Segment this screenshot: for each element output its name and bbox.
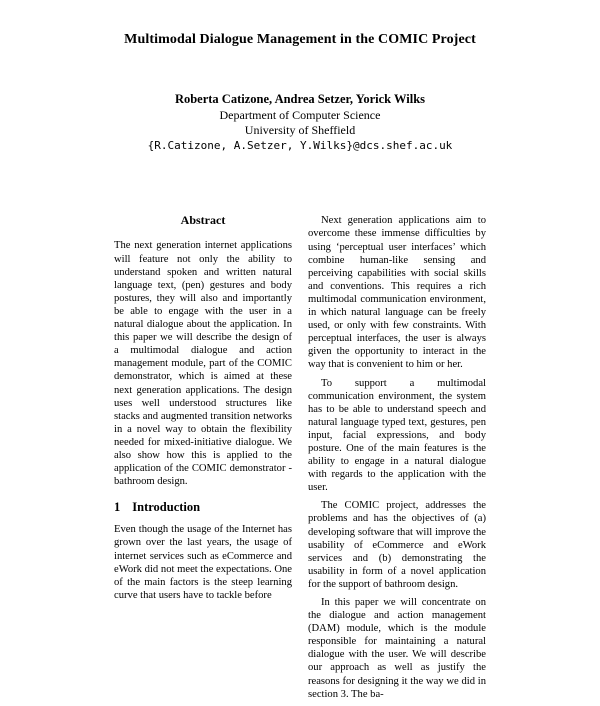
section-1-number: 1 <box>114 500 121 515</box>
right-column <box>308 214 486 705</box>
section-1-label: Introduction <box>132 500 201 515</box>
body-paragraph: To support a multimodal communication environment, the system has to be able to understand speech and natural language typed text, gestures, pen input, facial expressions, and body posture. One of the main features is the ability to engage in a natural dialogue with regards to the application with the user. <box>308 377 486 494</box>
paper-authors: Roberta Catizone, Andrea Setzer, Yorick Wilks <box>174 92 426 106</box>
affiliation-university: University of Sheffield <box>244 122 356 137</box>
paper-title: Multimodal Dialogue Management in the COMIC Project <box>124 32 476 47</box>
affiliation-department: Department of Computer Science <box>219 107 381 122</box>
authors-email: {R.Catizone, A.Setzer, Y.Wilks}@dcs.shef.ac.uk <box>147 138 453 152</box>
left-column <box>114 214 292 705</box>
body-paragraph: Next generation applications aim to overcome these immense difficulties by using ‘perceptual user interfaces’ which combine human-like sensing and perceiving capabilities with social skills and conventions. This requires a rich multimodal communication environment, in which natural language can be freely used, or only with few constraints. With perceptual interfaces, the user is always given the opportunity to interact in the way that is convenient to him or her. <box>308 215 486 371</box>
two-column-body <box>0 214 600 705</box>
author-block <box>0 92 600 152</box>
abstract-heading: Abstract <box>180 213 226 228</box>
intro-paragraph: Even though the usage of the Internet has grown over the last years, the usage of internet services such as eCommerce and eWork did not meet the expectations. One of the main factors is the steep learning curve that users have to tackle before <box>114 524 292 601</box>
section-1-heading <box>114 501 292 514</box>
abstract-text: The next generation internet applications will feature not only the ability to understand spoken and written natural language text, (pen) gestures and body postures, they will also and importantly be able to engage with the user in a natural dialogue about the application. In this paper we will describe the design of a multimodal dialogue and action management module, part of the COMIC demonstrator, which is aimed at these next generation applications. The design uses well understood structures like stacks and augmented transition networks in a novel way to obtain the flexibility needed for mixed-initiative dialogue. We also show how this is applied to the application of the COMIC demonstrator - bathroom design. <box>114 240 292 488</box>
body-paragraph: The COMIC project, addresses the problems and has the objectives of (a) developing software that will improve the usability of eCommerce and eWork services and (b) demonstrating the usability in form of a novel application for the support of bathroom design. <box>308 500 486 590</box>
body-paragraph: In this paper we will concentrate on the dialogue and action management (DAM) module, which is the module responsible for maintaining a natural dialogue with the user. We will describe our approach as well as justify the reasons for designing it the way we did in section 3. The ba- <box>308 597 486 700</box>
